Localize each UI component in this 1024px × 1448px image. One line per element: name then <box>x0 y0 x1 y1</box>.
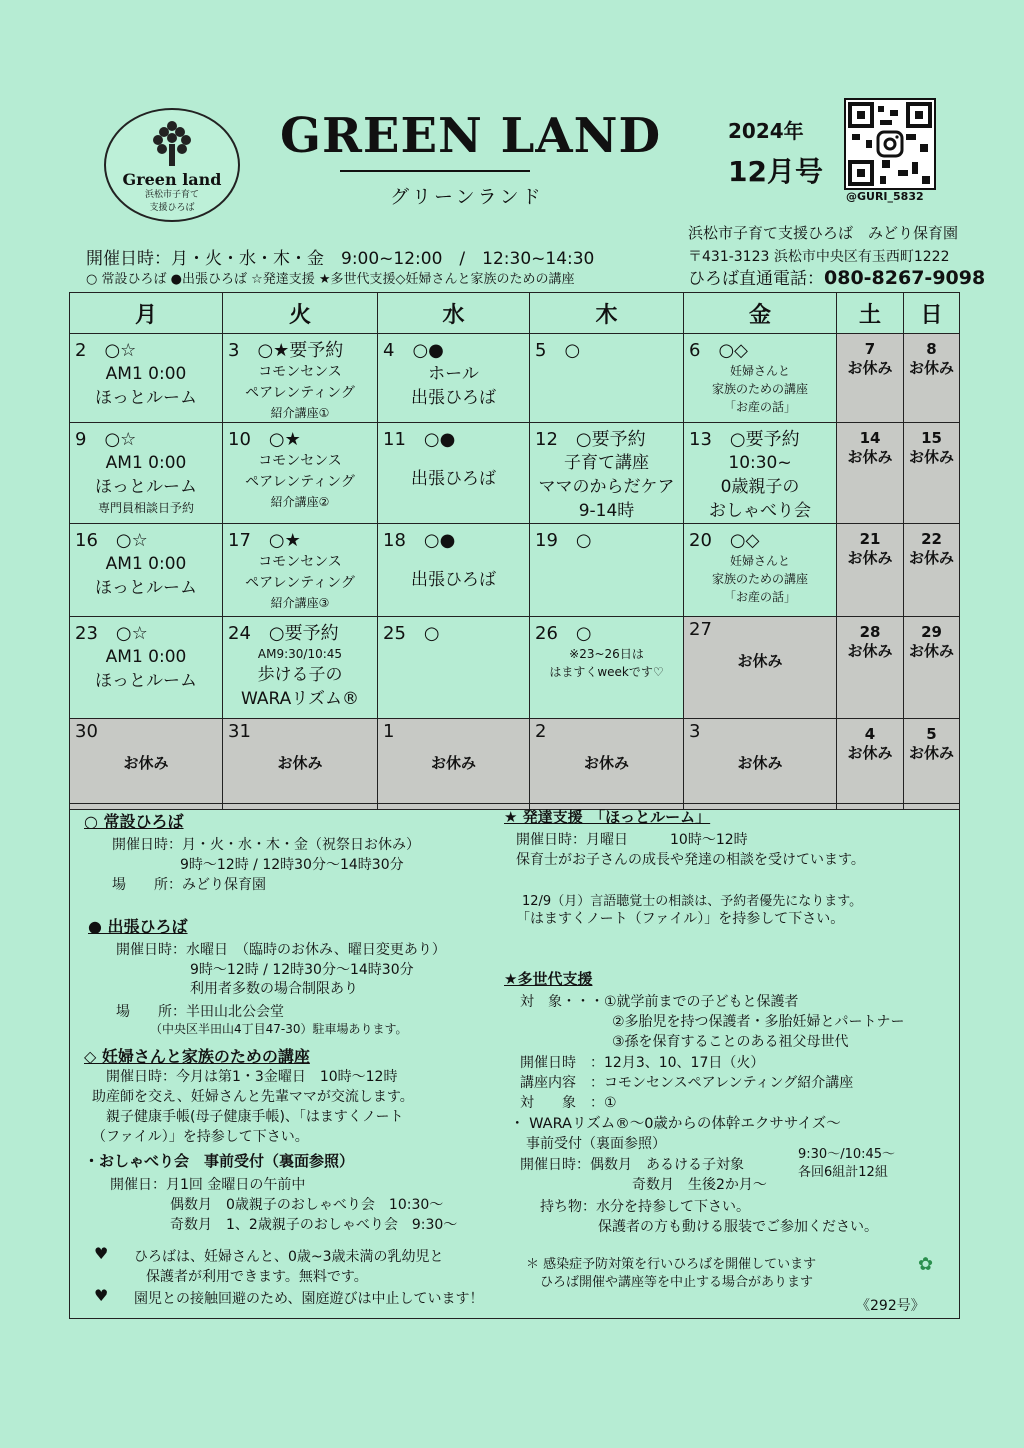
weekday-0: 月 <box>70 293 223 334</box>
shutcho-line-3: 利用者多数の場合制限あり <box>190 981 358 997</box>
day-number: 26 ○ <box>535 623 592 644</box>
title-divider <box>340 170 530 172</box>
calendar-day[interactable] <box>70 524 223 617</box>
calendar-day[interactable] <box>530 334 684 423</box>
ninpu-line-3: 親子健康手帳(母子健康手帳)、「はますくノート <box>106 1109 404 1125</box>
calendar-day[interactable] <box>223 617 378 719</box>
day-event: 家族のための講座 <box>711 572 808 586</box>
day-event: 0歳親子の <box>720 477 800 497</box>
opening-hours: 開催日時：月・火・水・木・金 9:00~12:00 / 12:30~14:30 <box>86 249 595 269</box>
calendar-day[interactable] <box>378 617 530 719</box>
calendar-day[interactable] <box>378 423 530 524</box>
tasedai-line-5: 講座内容 ：コモンセンスペアレンティング紹介講座 <box>520 1075 854 1091</box>
day-event: コモンセンス <box>258 364 342 380</box>
calendar-day[interactable] <box>378 334 530 423</box>
day-number: 10 ○★ <box>228 429 301 450</box>
calendar-day[interactable] <box>223 524 378 617</box>
day-number: 31 <box>228 721 251 742</box>
tasedai-line-1: 対 象・・・①就学前までの子どもと保護者 <box>520 994 799 1010</box>
qr-code[interactable] <box>844 98 936 190</box>
calendar-day[interactable] <box>904 423 960 524</box>
day-number: 3 <box>689 721 701 742</box>
day-event: ほっとルーム <box>95 578 197 598</box>
weekday-header <box>70 293 960 334</box>
day-event: 9-14時 <box>578 501 635 521</box>
calendar-day[interactable] <box>70 423 223 524</box>
address: 〒431-3123 浜松市中央区有玉西町1222 <box>688 249 950 265</box>
newsletter-title-kana: グリーンランド <box>390 186 544 208</box>
shutcho-title: ● 出張ひろば <box>88 917 188 936</box>
calendar-week <box>70 334 960 423</box>
day-number: 8 <box>926 340 937 358</box>
issue-number: 《292号》 <box>856 1298 925 1314</box>
day-event: 紹介講座② <box>270 495 330 509</box>
calendar-day[interactable] <box>378 719 530 810</box>
joset-line-2: 9時～12時 / 12時30分～14時30分 <box>180 857 404 873</box>
day-event: 出張ひろば <box>411 388 496 408</box>
day-number: 2 ○☆ <box>75 340 137 361</box>
day-event: 紹介講座③ <box>270 596 330 610</box>
wara-line-3: 奇数月 生後2か月～ <box>632 1177 767 1193</box>
joset-line-1: 開催日時：月・火・水・木・金（祝祭日お休み） <box>112 837 420 853</box>
day-event: お休み <box>277 754 323 772</box>
tasedai-line-3: ③孫を保育することのある祖父母世代 <box>612 1034 849 1050</box>
calendar-day[interactable] <box>837 719 904 810</box>
wara-line-4: 9:30～/10:45～ <box>798 1147 896 1162</box>
calendar-day[interactable] <box>70 719 223 810</box>
day-event: お休み <box>908 549 954 567</box>
joset-title: ○ 常設ひろば <box>84 812 184 831</box>
day-event: ほっとルーム <box>95 388 197 408</box>
day-number: 7 <box>864 340 876 358</box>
wara-line-5: 各回6組計12組 <box>798 1165 888 1180</box>
calendar-day[interactable] <box>684 524 837 617</box>
oshaberi-line-2: 偶数月 0歳親子のおしゃべり会 10:30～ <box>170 1197 444 1213</box>
day-number: 11 ○● <box>383 429 456 450</box>
day-event: 「お産の話」 <box>723 590 796 604</box>
logo <box>104 108 240 222</box>
day-number: 1 <box>383 721 395 742</box>
calendar-day[interactable] <box>223 334 378 423</box>
shutcho-line-1: 開催日時：水曜日 （臨時のお休み、曜日変更あり） <box>116 942 446 958</box>
day-event: お休み <box>847 359 893 377</box>
day-event: ペアレンティング <box>245 575 355 591</box>
day-number: 12 ○要予約 <box>535 429 646 450</box>
shutcho-line-2: 9時～12時 / 12時30分～14時30分 <box>190 962 414 978</box>
calendar-day[interactable] <box>530 617 684 719</box>
day-number: 18 ○● <box>383 530 456 551</box>
day-event: ママのからだケア <box>538 477 675 497</box>
note-1b: 保護者が利用できます。無料です。 <box>146 1269 368 1285</box>
day-number: 3 ○★要予約 <box>228 340 344 361</box>
day-number: 2 <box>535 721 547 742</box>
calendar-day[interactable] <box>223 719 378 810</box>
weekday-5: 土 <box>837 293 904 334</box>
organization-name: 浜松市子育て支援ひろば みどり保育園 <box>688 224 959 242</box>
day-event: 妊婦さんと <box>729 554 790 568</box>
note-1a: ひろばは、妊婦さんと、0歳~3歳未満の乳幼児と <box>134 1249 444 1265</box>
calendar-day[interactable] <box>684 617 837 719</box>
weekday-2: 水 <box>378 293 530 334</box>
calendar-day[interactable] <box>837 334 904 423</box>
day-event: AM9:30/10:45 <box>257 647 343 661</box>
notice-1: ＊ 感染症予防対策を行いひろばを開催しています <box>526 1257 817 1272</box>
wara-line-1: 事前受付（裏面参照） <box>526 1136 666 1152</box>
calendar-day[interactable] <box>904 524 960 617</box>
logo-sub-2: 支援ひろば <box>149 203 195 213</box>
day-event: おしゃべり会 <box>709 501 811 521</box>
day-event: AM1 0:00 <box>105 453 187 473</box>
day-event: 子育て講座 <box>564 453 649 473</box>
day-number: 21 <box>859 530 881 548</box>
day-event: 歩ける子の <box>257 665 343 685</box>
phone-line <box>688 264 985 289</box>
day-event: AM1 0:00 <box>105 364 187 384</box>
note-2: 園児との接触回避のため、園庭遊びは中止しています！ <box>134 1291 484 1307</box>
weekday-4: 金 <box>684 293 837 334</box>
clover-icon: ✿ <box>918 1254 934 1275</box>
calendar-day[interactable] <box>70 617 223 719</box>
day-number: 29 <box>921 623 942 641</box>
calendar-day[interactable] <box>684 719 837 810</box>
day-event: ペアレンティング <box>245 474 355 490</box>
calendar-day[interactable] <box>904 617 960 719</box>
day-number: 5 <box>926 725 937 743</box>
day-number: 30 <box>75 721 98 742</box>
day-event: 出張ひろば <box>411 469 496 489</box>
hattatsu-title: ★ 発達支援 「ほっとルーム」 <box>504 808 711 826</box>
day-number: 24 ○要予約 <box>228 623 339 644</box>
day-event: 家族のための講座 <box>711 382 808 396</box>
day-event: お休み <box>847 744 893 762</box>
wara-line-2: 開催日時：偶数月 あるける子対象 <box>520 1157 744 1173</box>
day-event: お休み <box>847 448 893 466</box>
qr-code-icon <box>846 100 934 188</box>
day-event: 出張ひろば <box>411 570 496 590</box>
calendar-day[interactable] <box>684 423 837 524</box>
calendar-day[interactable] <box>904 334 960 423</box>
day-number: 28 <box>859 623 881 641</box>
day-event: お休み <box>908 359 954 377</box>
tasedai-line-6: 対 象 ：① <box>520 1095 617 1111</box>
calendar-day[interactable] <box>530 719 684 810</box>
calendar-day[interactable] <box>530 524 684 617</box>
heart-icon: ♥ <box>94 1244 109 1263</box>
calendar-day[interactable] <box>223 423 378 524</box>
shutcho-line-4: 場 所：半田山北公会堂 <box>116 1004 284 1020</box>
day-event: お休み <box>847 549 893 567</box>
day-number: 25 ○ <box>383 623 440 644</box>
calendar-day[interactable] <box>837 423 904 524</box>
ninpu-line-1: 開催日時：今月は第1・3金曜日 10時～12時 <box>106 1069 398 1085</box>
day-event: お休み <box>430 754 476 772</box>
day-number: 16 ○☆ <box>75 530 148 551</box>
day-event: ほっとルーム <box>95 477 197 497</box>
phone-label: ひろば直通電話： <box>688 269 824 289</box>
tasedai-line-4: 開催日時 ：12月3、10、17日（火） <box>520 1055 765 1071</box>
day-event: ペアレンティング <box>245 385 355 401</box>
day-event: コモンセンス <box>258 453 342 469</box>
wara-line-7: 保護者の方も動ける服装でご参加ください。 <box>598 1219 878 1235</box>
day-event: はますくweekです♡ <box>549 665 664 679</box>
day-number: 6 ○◇ <box>689 340 749 361</box>
calendar-day[interactable] <box>70 334 223 423</box>
tasedai-title: ★多世代支援 <box>504 970 593 988</box>
day-number: 22 <box>921 530 942 548</box>
calendar-day[interactable] <box>684 334 837 423</box>
heart-icon: ♥ <box>94 1286 109 1305</box>
day-event: お休み <box>737 652 783 670</box>
day-event: お休み <box>123 754 169 772</box>
newsletter-title: GREEN LAND <box>280 108 662 164</box>
day-event: 10:30~ <box>728 453 792 473</box>
oshaberi-title: ・おしゃべり会 事前受付（裏面参照） <box>84 1152 355 1170</box>
day-number: 14 <box>859 429 881 447</box>
wara-title: ・ WARAリズム®～0歳からの体幹エクササイズ～ <box>510 1116 841 1132</box>
day-number: 5 ○ <box>535 340 581 361</box>
info-section <box>69 803 960 1319</box>
day-number: 17 ○★ <box>228 530 301 551</box>
logo-name: Green land <box>122 170 222 189</box>
ninpu-title: ◇ 妊婦さんと家族のための講座 <box>84 1047 310 1066</box>
weekday-6: 日 <box>904 293 960 334</box>
calendar-week <box>70 524 960 617</box>
phone-number[interactable]: 080-8267-9098 <box>824 267 986 289</box>
day-event: お休み <box>847 642 893 660</box>
day-event: コモンセンス <box>258 554 342 570</box>
calendar-week <box>70 617 960 719</box>
hattatsu-line-2: 保育士がお子さんの成長や発達の相談を受けています。 <box>516 852 865 868</box>
joset-line-3: 場 所：みどり保育園 <box>112 877 266 893</box>
weekday-3: 木 <box>530 293 684 334</box>
calendar <box>69 292 960 810</box>
calendar-day[interactable] <box>837 524 904 617</box>
issue-month: 12月号 <box>728 155 823 188</box>
day-event: 専門員相談日予約 <box>97 501 194 515</box>
shutcho-line-5: （中央区半田山4丁目47-30）駐車場あります。 <box>150 1022 408 1036</box>
ninpu-line-4: （ファイル）」を持参して下さい。 <box>92 1129 309 1145</box>
day-event: ほっとルーム <box>95 671 197 691</box>
symbol-legend: ○ 常設ひろば ●出張ひろば ☆発達支援 ★多世代支援◇妊婦さんと家族のための講座 <box>86 272 575 287</box>
day-event: ※23~26日は <box>569 647 644 661</box>
day-number: 15 <box>921 429 942 447</box>
hattatsu-line-4: 「はますくノート（ファイル）」を持参して下さい。 <box>516 911 845 927</box>
ninpu-line-2: 助産師を交え、妊婦さんと先輩ママが交流します。 <box>92 1089 414 1105</box>
calendar-week <box>70 423 960 524</box>
day-event: お休み <box>908 448 954 466</box>
day-event: 「お産の話」 <box>723 400 796 414</box>
day-number: 4 ○● <box>383 340 444 361</box>
day-number: 20 ○◇ <box>689 530 760 551</box>
day-number: 4 <box>864 725 876 743</box>
day-event: WARAリズム® <box>241 689 359 709</box>
oshaberi-line-1: 開催日：月1回 金曜日の午前中 <box>110 1177 306 1193</box>
day-event: 妊婦さんと <box>729 364 790 378</box>
day-number: 23 ○☆ <box>75 623 148 644</box>
calendar-day[interactable] <box>378 524 530 617</box>
day-event: お休み <box>737 754 783 772</box>
hattatsu-line-1: 開催日時：月曜日 10時～12時 <box>516 832 748 848</box>
day-number: 9 ○☆ <box>75 429 137 450</box>
logo-sub-1: 浜松市子育て <box>144 190 199 200</box>
day-event: ホール <box>428 364 479 384</box>
day-event: AM1 0:00 <box>105 647 187 667</box>
instagram-handle: @GURI_5832 <box>846 190 924 203</box>
day-number: 27 <box>689 619 712 640</box>
year: 2024年 <box>728 119 804 143</box>
calendar-day[interactable] <box>904 719 960 810</box>
day-number: 19 ○ <box>535 530 592 551</box>
wara-line-6: 持ち物：水分を持参して下さい。 <box>540 1199 750 1215</box>
oshaberi-line-3: 奇数月 1、2歳親子のおしゃべり会 9:30～ <box>170 1217 458 1233</box>
weekday-1: 火 <box>223 293 378 334</box>
day-event: AM1 0:00 <box>105 554 187 574</box>
day-number: 13 ○要予約 <box>689 429 800 450</box>
calendar-day[interactable] <box>530 423 684 524</box>
tree-icon <box>150 118 194 170</box>
day-event: お休み <box>908 744 954 762</box>
hattatsu-line-3: 12/9（月）言語聴覚士の相談は、予約者優先になります。 <box>522 894 863 909</box>
notice-2: ひろば開催や講座等を中止する場合があります <box>540 1275 814 1290</box>
day-event: お休み <box>583 754 629 772</box>
calendar-week <box>70 719 960 810</box>
day-event: 紹介講座① <box>270 406 330 420</box>
calendar-day[interactable] <box>837 617 904 719</box>
day-event: お休み <box>908 642 954 660</box>
tasedai-line-2: ②多胎児を持つ保護者・多胎妊婦とパートナー <box>612 1014 905 1030</box>
